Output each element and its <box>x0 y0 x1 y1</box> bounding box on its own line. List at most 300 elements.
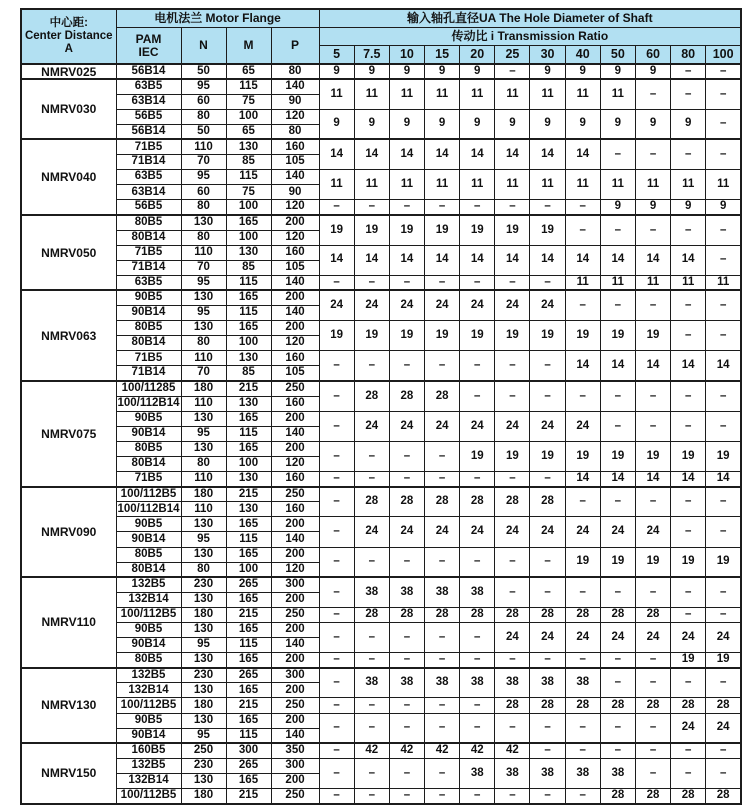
table-row <box>21 79 741 94</box>
p-cell: 250 <box>271 789 319 804</box>
hole-diameter-value-cell: – <box>706 245 741 275</box>
table-row <box>21 653 741 668</box>
n-cell: 80 <box>181 562 226 577</box>
p-cell: 160 <box>271 351 319 366</box>
table-row <box>21 758 741 773</box>
pam-iec-header <box>116 28 181 65</box>
hole-diameter-value-cell: – <box>319 698 354 713</box>
hole-diameter-value-cell: – <box>530 381 565 411</box>
hole-diameter-value-cell: 24 <box>530 517 565 547</box>
pam-cell: 71B14 <box>116 155 181 170</box>
p-cell: 140 <box>271 728 319 743</box>
hole-diameter-value-cell: – <box>460 789 495 804</box>
table-row <box>21 139 741 154</box>
hole-diameter-value-cell: – <box>671 321 706 351</box>
n-cell: 130 <box>181 547 226 562</box>
n-cell: 110 <box>181 472 226 487</box>
hole-diameter-value-cell: 28 <box>389 381 424 411</box>
hole-diameter-value-cell: – <box>706 109 741 139</box>
hole-diameter-value-cell: 19 <box>600 547 635 577</box>
hole-diameter-value-cell: 11 <box>635 170 670 200</box>
p-cell: 105 <box>271 366 319 381</box>
p-cell: 120 <box>271 109 319 124</box>
hole-diameter-value-cell: – <box>425 547 460 577</box>
table-row <box>21 321 741 336</box>
n-cell: 95 <box>181 638 226 653</box>
hole-diameter-value-cell: – <box>425 622 460 652</box>
hole-diameter-value-cell: 14 <box>600 351 635 381</box>
pam-line2: IEC <box>138 44 159 59</box>
hole-diameter-value-cell: 9 <box>319 109 354 139</box>
pam-cell: 100/112B5 <box>116 487 181 502</box>
header-row-2 <box>21 28 741 46</box>
hole-diameter-value-cell: 24 <box>495 290 530 320</box>
p-cell: 250 <box>271 698 319 713</box>
m-cell: 165 <box>226 441 271 456</box>
hole-diameter-value-cell: – <box>425 713 460 743</box>
hole-diameter-value-cell: – <box>319 758 354 788</box>
m-cell: 85 <box>226 260 271 275</box>
hole-diameter-value-cell: 19 <box>425 215 460 245</box>
hole-diameter-value-cell: 24 <box>460 411 495 441</box>
hole-diameter-value-cell: – <box>389 789 424 804</box>
hole-diameter-value-cell: – <box>635 713 670 743</box>
hole-diameter-value-cell: 19 <box>530 321 565 351</box>
hole-diameter-value-cell: 24 <box>565 622 600 652</box>
hole-diameter-value-cell: 24 <box>389 290 424 320</box>
hole-diameter-value-cell: – <box>706 290 741 320</box>
hole-diameter-value-cell: – <box>319 411 354 441</box>
hole-diameter-value-cell: 24 <box>671 622 706 652</box>
n-cell: 95 <box>181 532 226 547</box>
hole-diameter-value-cell: 28 <box>354 487 389 517</box>
hole-diameter-value-cell: 24 <box>671 713 706 743</box>
n-cell: 180 <box>181 607 226 622</box>
hole-diameter-value-cell: 9 <box>671 109 706 139</box>
table-row <box>21 411 741 426</box>
hole-diameter-value-cell: 14 <box>319 245 354 275</box>
ratio-column-header: 15 <box>425 46 460 65</box>
ratio-column-header: 10 <box>389 46 424 65</box>
table-row <box>21 351 741 366</box>
hole-diameter-value-cell: 28 <box>354 381 389 411</box>
hole-diameter-value-cell: – <box>600 411 635 441</box>
hole-diameter-value-cell: – <box>354 789 389 804</box>
hole-diameter-value-cell: 19 <box>671 441 706 471</box>
hole-diameter-value-cell: 19 <box>460 215 495 245</box>
hole-diameter-value-cell: 9 <box>706 200 741 215</box>
hole-diameter-value-cell: – <box>671 381 706 411</box>
hole-diameter-value-cell: – <box>495 275 530 290</box>
hole-diameter-value-cell: – <box>495 472 530 487</box>
m-cell: 165 <box>226 653 271 668</box>
ratio-column-header: 60 <box>635 46 670 65</box>
hole-diameter-value-cell: 19 <box>565 547 600 577</box>
table-row <box>21 698 741 713</box>
hole-diameter-value-cell: 19 <box>389 215 424 245</box>
hole-diameter-value-cell: 9 <box>425 109 460 139</box>
hole-diameter-value-cell: 11 <box>389 79 424 109</box>
n-cell: 230 <box>181 758 226 773</box>
hole-diameter-value-cell: 19 <box>600 321 635 351</box>
hole-diameter-value-cell: 28 <box>530 487 565 517</box>
pam-cell: 132B5 <box>116 668 181 683</box>
n-cell: 95 <box>181 728 226 743</box>
hole-diameter-value-cell: – <box>565 577 600 607</box>
hole-diameter-value-cell: 14 <box>635 351 670 381</box>
hole-diameter-value-cell: 11 <box>565 170 600 200</box>
pam-cell: 132B5 <box>116 577 181 592</box>
hole-diameter-value-cell: 38 <box>565 668 600 698</box>
hole-diameter-value-cell: 14 <box>319 139 354 169</box>
hole-diameter-value-cell: 28 <box>635 607 670 622</box>
pam-cell: 80B14 <box>116 230 181 245</box>
hole-diameter-value-cell: 42 <box>495 743 530 758</box>
hole-diameter-value-cell: 9 <box>530 109 565 139</box>
hole-diameter-value-cell: 38 <box>354 668 389 698</box>
hole-diameter-value-cell: 28 <box>495 607 530 622</box>
pam-cell: 71B5 <box>116 351 181 366</box>
hole-diameter-value-cell: 14 <box>425 245 460 275</box>
hole-diameter-value-cell: – <box>706 758 741 788</box>
pam-cell: 90B14 <box>116 426 181 441</box>
p-cell: 300 <box>271 668 319 683</box>
p-header: P <box>271 28 319 65</box>
hole-diameter-value-cell: 9 <box>671 200 706 215</box>
hole-diameter-value-cell: 14 <box>389 139 424 169</box>
hole-diameter-value-cell: – <box>600 215 635 245</box>
model-cell: NMRV130 <box>21 668 116 743</box>
hole-diameter-value-cell: – <box>425 200 460 215</box>
pam-cell: 90B14 <box>116 306 181 321</box>
n-cell: 130 <box>181 773 226 788</box>
hole-diameter-value-cell: – <box>635 487 670 517</box>
hole-diameter-value-cell: 42 <box>425 743 460 758</box>
n-cell: 95 <box>181 79 226 94</box>
hole-diameter-value-cell: – <box>530 472 565 487</box>
p-cell: 200 <box>271 713 319 728</box>
hole-diameter-value-cell: – <box>495 64 530 79</box>
p-cell: 120 <box>271 200 319 215</box>
hole-diameter-value-cell: – <box>495 547 530 577</box>
hole-diameter-value-cell: 9 <box>635 200 670 215</box>
hole-diameter-value-cell: 28 <box>389 607 424 622</box>
n-cell: 110 <box>181 245 226 260</box>
model-cell: NMRV063 <box>21 290 116 381</box>
hole-diameter-value-cell: – <box>706 577 741 607</box>
hole-diameter-value-cell: – <box>600 668 635 698</box>
hole-diameter-value-cell: 24 <box>530 622 565 652</box>
hole-diameter-value-cell: 28 <box>425 381 460 411</box>
hole-diameter-value-cell: 14 <box>530 139 565 169</box>
m-cell: 115 <box>226 79 271 94</box>
n-cell: 130 <box>181 441 226 456</box>
hole-diameter-value-cell: – <box>671 607 706 622</box>
hole-diameter-value-cell: 14 <box>565 245 600 275</box>
transmission-ratio-header: 传动比 i Transmission Ratio <box>319 28 741 46</box>
hole-diameter-value-cell: 42 <box>354 743 389 758</box>
m-cell: 100 <box>226 562 271 577</box>
hole-diameter-value-cell: – <box>354 698 389 713</box>
table-row <box>21 743 741 758</box>
hole-diameter-value-cell: – <box>530 351 565 381</box>
hole-diameter-value-cell: – <box>530 275 565 290</box>
hole-diameter-value-cell: 28 <box>600 607 635 622</box>
hole-diameter-value-cell: – <box>565 653 600 668</box>
hole-diameter-value-cell: 24 <box>425 411 460 441</box>
n-cell: 180 <box>181 698 226 713</box>
hole-diameter-value-cell: – <box>354 547 389 577</box>
hole-diameter-value-cell: – <box>495 381 530 411</box>
m-cell: 265 <box>226 758 271 773</box>
n-cell: 130 <box>181 215 226 230</box>
m-cell: 115 <box>226 426 271 441</box>
hole-diameter-value-cell: 14 <box>425 139 460 169</box>
p-cell: 200 <box>271 321 319 336</box>
pam-cell: 63B5 <box>116 79 181 94</box>
pam-cell: 80B14 <box>116 562 181 577</box>
n-cell: 80 <box>181 230 226 245</box>
pam-cell: 56B5 <box>116 109 181 124</box>
p-cell: 105 <box>271 260 319 275</box>
m-cell: 100 <box>226 230 271 245</box>
n-cell: 130 <box>181 321 226 336</box>
model-cell: NMRV050 <box>21 215 116 290</box>
hole-diameter-value-cell: – <box>460 275 495 290</box>
hole-diameter-value-cell: – <box>354 200 389 215</box>
p-cell: 140 <box>271 532 319 547</box>
hole-diameter-value-cell: – <box>565 215 600 245</box>
m-cell: 85 <box>226 366 271 381</box>
hole-diameter-value-cell: – <box>530 547 565 577</box>
hole-diameter-value-cell: – <box>706 411 741 441</box>
table-body <box>21 64 741 804</box>
pam-cell: 80B5 <box>116 653 181 668</box>
hole-diameter-value-cell: 14 <box>671 351 706 381</box>
hole-diameter-value-cell: – <box>600 743 635 758</box>
hole-diameter-value-cell: 11 <box>389 170 424 200</box>
hole-diameter-value-cell: 9 <box>565 64 600 79</box>
hole-diameter-value-cell: 9 <box>354 109 389 139</box>
n-cell: 70 <box>181 260 226 275</box>
n-cell: 110 <box>181 396 226 411</box>
m-cell: 130 <box>226 472 271 487</box>
pam-cell: 132B14 <box>116 773 181 788</box>
m-cell: 100 <box>226 200 271 215</box>
hole-diameter-value-cell: – <box>319 472 354 487</box>
table-row <box>21 441 741 456</box>
pam-cell: 160B5 <box>116 743 181 758</box>
hole-diameter-value-cell: 9 <box>389 64 424 79</box>
model-cell: NMRV150 <box>21 743 116 803</box>
m-cell: 130 <box>226 396 271 411</box>
p-cell: 105 <box>271 155 319 170</box>
p-cell: 160 <box>271 396 319 411</box>
table-row <box>21 668 741 683</box>
hole-diameter-value-cell: – <box>389 653 424 668</box>
hole-diameter-value-cell: – <box>425 275 460 290</box>
pam-cell: 80B5 <box>116 441 181 456</box>
hole-diameter-value-cell: – <box>706 64 741 79</box>
hole-diameter-value-cell: – <box>565 789 600 804</box>
n-cell: 110 <box>181 139 226 154</box>
hole-diameter-value-cell: – <box>389 547 424 577</box>
hole-diameter-value-cell: 24 <box>635 622 670 652</box>
hole-diameter-value-cell: 24 <box>565 517 600 547</box>
hole-diameter-value-cell: – <box>706 215 741 245</box>
m-cell: 115 <box>226 306 271 321</box>
hole-diameter-value-cell: – <box>460 622 495 652</box>
m-cell: 165 <box>226 713 271 728</box>
hole-diameter-value-cell: – <box>425 441 460 471</box>
pam-cell: 63B14 <box>116 185 181 200</box>
hole-diameter-value-cell: 11 <box>495 79 530 109</box>
model-cell: NMRV040 <box>21 139 116 214</box>
hole-diameter-value-cell: 38 <box>354 577 389 607</box>
hole-diameter-value-cell: 14 <box>354 245 389 275</box>
pam-cell: 80B5 <box>116 547 181 562</box>
hole-diameter-value-cell: 9 <box>635 64 670 79</box>
pam-cell: 132B14 <box>116 683 181 698</box>
hole-diameter-value-cell: 19 <box>635 441 670 471</box>
hole-diameter-value-cell: 11 <box>671 275 706 290</box>
pam-cell: 100/112B14 <box>116 502 181 517</box>
hole-diameter-value-cell: 38 <box>460 577 495 607</box>
p-cell: 140 <box>271 170 319 185</box>
ratio-column-header: 40 <box>565 46 600 65</box>
p-cell: 200 <box>271 592 319 607</box>
p-cell: 300 <box>271 758 319 773</box>
hole-diameter-value-cell: – <box>319 351 354 381</box>
hole-diameter-value-cell: 9 <box>635 109 670 139</box>
hole-diameter-value-cell: 24 <box>460 290 495 320</box>
n-cell: 110 <box>181 351 226 366</box>
model-cell: NMRV090 <box>21 487 116 578</box>
gearbox-spec-table <box>20 8 742 805</box>
p-cell: 140 <box>271 426 319 441</box>
hole-diameter-value-cell: – <box>354 275 389 290</box>
hole-diameter-value-cell: 9 <box>354 64 389 79</box>
pam-cell: 90B5 <box>116 622 181 637</box>
hole-diameter-value-cell: 14 <box>635 245 670 275</box>
hole-diameter-value-cell: 14 <box>495 139 530 169</box>
hole-diameter-value-cell: – <box>671 290 706 320</box>
hole-diameter-value-cell: – <box>530 713 565 743</box>
pam-cell: 71B5 <box>116 139 181 154</box>
hole-diameter-value-cell: – <box>425 351 460 381</box>
m-cell: 165 <box>226 411 271 426</box>
table-header <box>21 9 741 64</box>
hole-diameter-value-cell: 19 <box>319 321 354 351</box>
m-cell: 165 <box>226 592 271 607</box>
m-cell: 300 <box>226 743 271 758</box>
m-cell: 165 <box>226 215 271 230</box>
hole-diameter-value-cell: – <box>671 743 706 758</box>
table-row <box>21 577 741 592</box>
hole-diameter-value-cell: 19 <box>706 653 741 668</box>
hole-diameter-value-cell: – <box>706 381 741 411</box>
hole-diameter-value-cell: – <box>530 200 565 215</box>
m-cell: 165 <box>226 683 271 698</box>
hole-diameter-value-cell: – <box>354 653 389 668</box>
hole-diameter-value-cell: 9 <box>600 64 635 79</box>
hole-diameter-value-cell: 11 <box>425 170 460 200</box>
hole-diameter-value-cell: – <box>565 200 600 215</box>
hole-diameter-value-cell: 28 <box>425 487 460 517</box>
table-row <box>21 215 741 230</box>
p-cell: 300 <box>271 577 319 592</box>
hole-diameter-value-cell: – <box>319 577 354 607</box>
table-row <box>21 275 741 290</box>
hole-diameter-value-cell: 9 <box>319 64 354 79</box>
hole-diameter-value-cell: – <box>565 743 600 758</box>
hole-diameter-value-cell: 14 <box>671 472 706 487</box>
hole-diameter-value-cell: 38 <box>530 758 565 788</box>
hole-diameter-value-cell: 11 <box>565 79 600 109</box>
hole-diameter-value-cell: – <box>319 547 354 577</box>
p-cell: 80 <box>271 124 319 139</box>
hole-diameter-value-cell: – <box>706 607 741 622</box>
ratio-column-header: 80 <box>671 46 706 65</box>
n-cell: 70 <box>181 366 226 381</box>
hole-diameter-value-cell: 42 <box>389 743 424 758</box>
hole-diameter-value-cell: 38 <box>600 758 635 788</box>
hole-diameter-value-cell: 14 <box>565 139 600 169</box>
pam-cell: 132B5 <box>116 758 181 773</box>
hole-diameter-value-cell: 11 <box>530 170 565 200</box>
hole-diameter-value-cell: – <box>495 577 530 607</box>
m-cell: 215 <box>226 487 271 502</box>
pam-cell: 56B14 <box>116 124 181 139</box>
hole-diameter-value-cell: 14 <box>706 472 741 487</box>
p-cell: 250 <box>271 607 319 622</box>
model-cell: NMRV025 <box>21 64 116 79</box>
hole-diameter-value-cell: – <box>530 653 565 668</box>
n-cell: 80 <box>181 109 226 124</box>
hole-diameter-value-cell: – <box>706 668 741 698</box>
hole-diameter-value-cell: – <box>565 381 600 411</box>
hole-diameter-value-cell: – <box>460 547 495 577</box>
p-cell: 200 <box>271 653 319 668</box>
n-cell: 130 <box>181 411 226 426</box>
hole-diameter-value-cell: 11 <box>460 170 495 200</box>
hole-diameter-value-cell: 9 <box>600 109 635 139</box>
hole-diameter-value-cell: 28 <box>635 698 670 713</box>
hole-diameter-value-cell: – <box>635 290 670 320</box>
hole-diameter-value-cell: 11 <box>706 170 741 200</box>
hole-diameter-value-cell: 9 <box>530 64 565 79</box>
pam-cell: 80B14 <box>116 456 181 471</box>
hole-diameter-value-cell: 11 <box>495 170 530 200</box>
hole-diameter-value-cell: – <box>460 381 495 411</box>
hole-diameter-value-cell: – <box>635 668 670 698</box>
hole-diameter-value-cell: – <box>600 290 635 320</box>
pam-cell: 90B14 <box>116 532 181 547</box>
hole-diameter-value-cell: – <box>460 351 495 381</box>
hole-diameter-value-cell: 19 <box>530 441 565 471</box>
hole-diameter-value-cell: – <box>706 79 741 109</box>
hole-diameter-value-cell: – <box>671 487 706 517</box>
hole-diameter-value-cell: 19 <box>565 321 600 351</box>
hole-diameter-value-cell: – <box>389 758 424 788</box>
n-cell: 130 <box>181 713 226 728</box>
hole-diameter-value-cell: 24 <box>530 290 565 320</box>
hole-diameter-value-cell: 24 <box>460 517 495 547</box>
m-cell: 130 <box>226 351 271 366</box>
hole-diameter-value-cell: – <box>600 653 635 668</box>
ratio-column-header: 5 <box>319 46 354 65</box>
hole-diameter-value-cell: 9 <box>495 109 530 139</box>
